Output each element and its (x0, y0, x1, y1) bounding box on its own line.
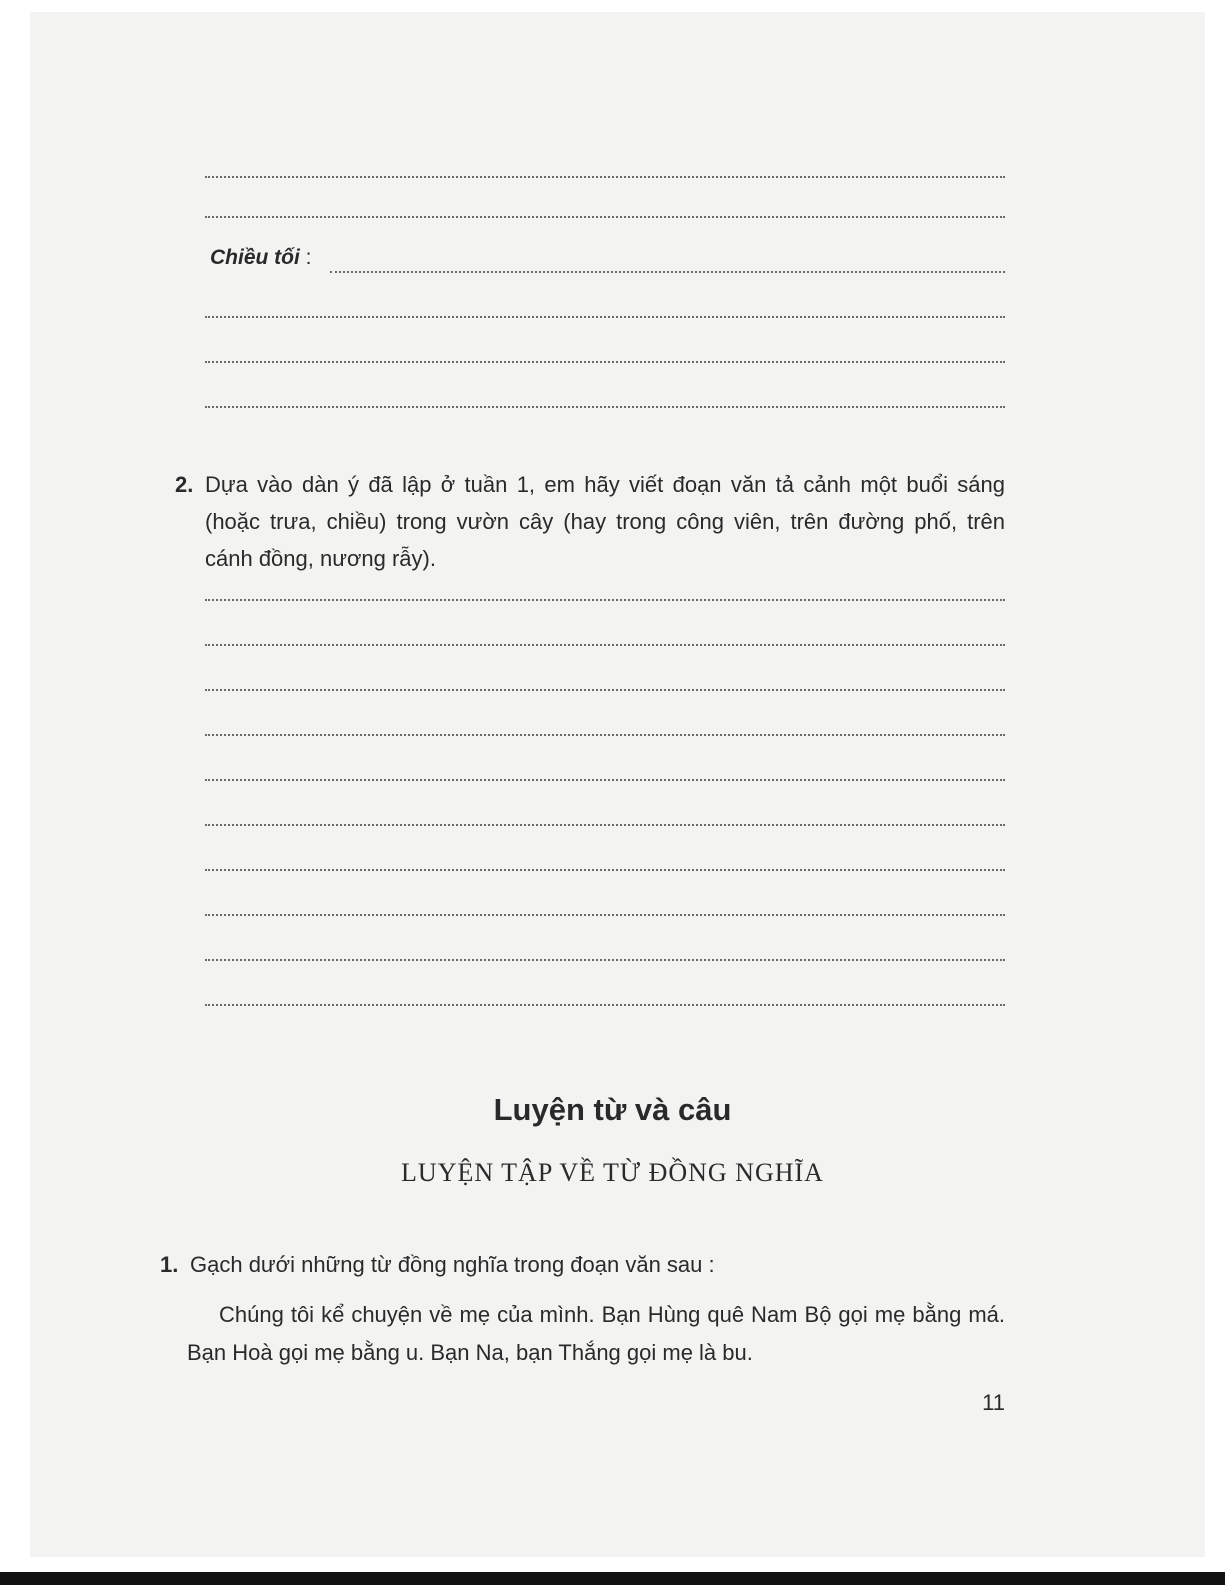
evening-colon: : (305, 246, 312, 269)
answer-line[interactable] (205, 599, 1005, 601)
answer-line[interactable] (205, 959, 1005, 961)
exercise-text: Dựa vào dàn ý đã lập ở tuần 1, em hãy viết đoạn văn tả cảnh một buổi sáng (hoặc trưa, chiều) trong vườn cây (hay trong công viên, trên đường phố, trên cánh đồng, nương rẫy). (205, 472, 1005, 571)
answer-line[interactable] (205, 316, 1005, 318)
exercise-1 (160, 1246, 1010, 1283)
answer-line[interactable] (330, 271, 1005, 273)
exercise-number: 1. (160, 1252, 179, 1277)
scan-border (0, 1572, 1225, 1585)
page-number: 11 (982, 1390, 1005, 1415)
answer-line[interactable] (205, 361, 1005, 363)
exercise-number: 2. (175, 472, 194, 497)
exercise-2 (175, 466, 1005, 577)
passage: Chúng tôi kể chuyện về mẹ của mình. Bạn Hùng quê Nam Bộ gọi mẹ bằng má. Bạn Hoà gọi mẹ bằng u. Bạn Na, bạn Thắng gọi mẹ là bu. (187, 1302, 1005, 1365)
evening-label: Chiều tối (210, 246, 300, 269)
answer-line[interactable] (205, 914, 1005, 916)
evening-label-row (210, 246, 312, 270)
answer-line[interactable] (205, 176, 1005, 178)
answer-line[interactable] (205, 824, 1005, 826)
answer-line[interactable] (205, 689, 1005, 691)
exercise-text: Gạch dưới những từ đồng nghĩa trong đoạn văn sau : (190, 1252, 715, 1277)
answer-line[interactable] (205, 644, 1005, 646)
answer-line[interactable] (205, 406, 1005, 408)
answer-line[interactable] (205, 869, 1005, 871)
answer-line[interactable] (205, 734, 1005, 736)
lesson-title: LUYỆN TẬP VỀ TỪ ĐỒNG NGHĨA (401, 1158, 824, 1187)
answer-line[interactable] (205, 1004, 1005, 1006)
answer-line[interactable] (205, 779, 1005, 781)
section-title: Luyện từ và câu (493, 1092, 732, 1127)
answer-line[interactable] (205, 216, 1005, 218)
